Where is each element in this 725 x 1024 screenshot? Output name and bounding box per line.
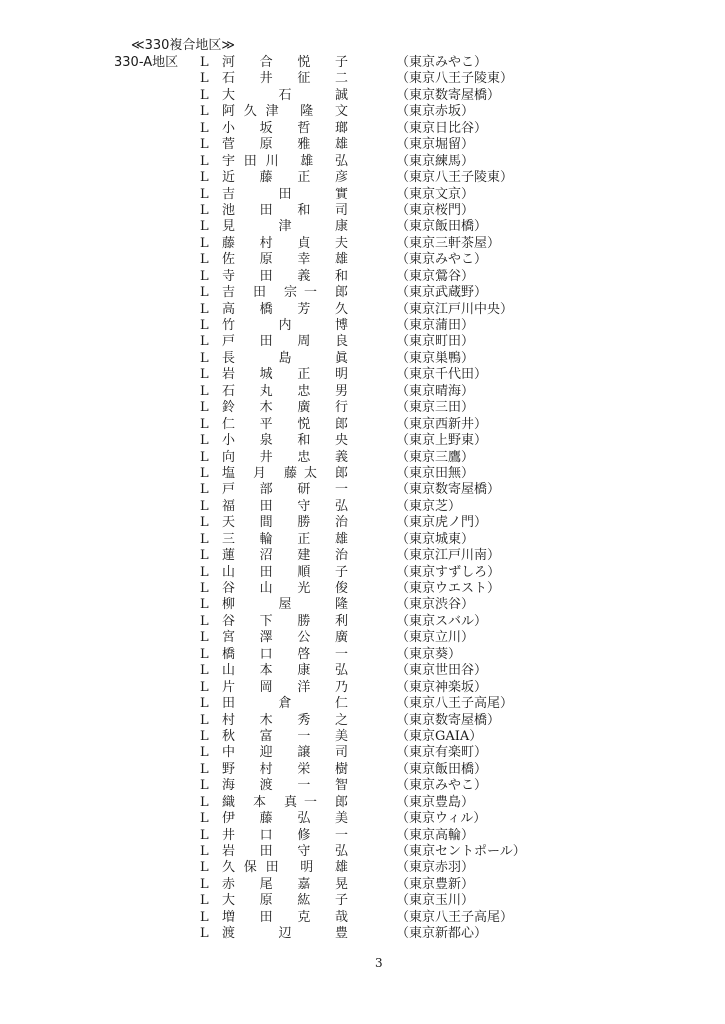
member-club: （東京GAIA） bbox=[396, 728, 483, 744]
member-row bbox=[0, 647, 725, 663]
member-row bbox=[0, 532, 725, 548]
member-row bbox=[0, 55, 725, 71]
member-row bbox=[0, 663, 725, 679]
member-prefix: L bbox=[200, 482, 209, 498]
member-row bbox=[0, 811, 725, 827]
member-club: （東京堀留） bbox=[396, 137, 475, 153]
member-row bbox=[0, 548, 725, 564]
member-prefix: L bbox=[200, 860, 209, 876]
member-prefix: L bbox=[200, 778, 209, 794]
member-club: （東京新都心） bbox=[396, 926, 488, 942]
member-name: 山 本 康 弘 bbox=[222, 663, 348, 679]
member-club: （東京田無） bbox=[396, 465, 475, 481]
member-name: 菅 原 雅 雄 bbox=[222, 137, 348, 153]
member-row bbox=[0, 877, 725, 893]
member-prefix: L bbox=[200, 564, 209, 580]
member-prefix: L bbox=[200, 844, 209, 859]
member-name: 佐 原 幸 雄 bbox=[222, 252, 348, 268]
member-prefix: L bbox=[200, 367, 209, 383]
member-name: 見 津 康 bbox=[222, 219, 348, 235]
member-name: 渡 辺 豊 bbox=[222, 926, 348, 942]
member-club: （東京晴海） bbox=[396, 383, 475, 399]
member-prefix: L bbox=[200, 663, 209, 679]
member-row bbox=[0, 745, 725, 761]
member-prefix: L bbox=[200, 285, 209, 301]
member-name: 岩 田 守 弘 bbox=[222, 844, 348, 859]
member-row bbox=[0, 137, 725, 153]
member-name: 池 田 和 司 bbox=[222, 202, 348, 218]
member-prefix: L bbox=[200, 646, 209, 662]
member-name: 久保田 明 雄 bbox=[222, 860, 348, 876]
member-prefix: L bbox=[200, 909, 209, 925]
member-name: 仁 平 悦 郎 bbox=[222, 416, 348, 432]
member-prefix: L bbox=[200, 893, 209, 909]
member-name: 石 井 征 二 bbox=[222, 71, 348, 87]
member-prefix: L bbox=[200, 400, 209, 416]
member-club: （東京みやこ） bbox=[396, 252, 488, 268]
member-name: 吉 田 宗一 郎 bbox=[222, 285, 348, 301]
member-row bbox=[0, 104, 725, 120]
member-club: （東京三軒茶屋） bbox=[396, 235, 501, 251]
member-club: （東京スバル） bbox=[396, 613, 488, 629]
member-name: 井 口 修 一 bbox=[222, 827, 348, 843]
member-name: 寺 田 義 和 bbox=[222, 268, 348, 284]
member-club: （東京虎ノ門） bbox=[396, 515, 488, 531]
member-club: （東京桜門） bbox=[396, 202, 475, 218]
member-prefix: L bbox=[200, 515, 209, 531]
member-prefix: L bbox=[200, 465, 209, 481]
member-prefix: L bbox=[200, 268, 209, 284]
member-prefix: L bbox=[200, 350, 209, 366]
member-prefix: L bbox=[200, 926, 209, 942]
member-club: （東京葵） bbox=[396, 646, 462, 662]
member-prefix: L bbox=[200, 334, 209, 350]
member-club: （東京文京） bbox=[396, 186, 475, 202]
member-name: 阿久津 隆 文 bbox=[222, 104, 348, 120]
member-club: （東京セントポール） bbox=[396, 844, 526, 859]
member-name: 石 丸 忠 男 bbox=[222, 383, 348, 399]
member-prefix: L bbox=[200, 104, 209, 120]
member-club: （東京数寄屋橋） bbox=[396, 87, 501, 103]
member-prefix: L bbox=[200, 498, 209, 514]
member-name: 鈴 木 廣 行 bbox=[222, 400, 348, 416]
member-prefix: L bbox=[200, 433, 209, 449]
member-name: 大 石 誠 bbox=[222, 87, 348, 103]
member-prefix: L bbox=[200, 449, 209, 465]
member-prefix: L bbox=[200, 597, 209, 613]
member-row bbox=[0, 630, 725, 646]
member-prefix: L bbox=[200, 761, 209, 777]
member-row bbox=[0, 203, 725, 219]
member-club: （東京三田） bbox=[396, 400, 475, 416]
district-label: 330-A地区 bbox=[114, 55, 179, 70]
member-row bbox=[0, 367, 725, 383]
member-prefix: L bbox=[200, 252, 209, 268]
member-name: 村 木 秀 之 bbox=[222, 712, 348, 728]
member-row bbox=[0, 499, 725, 515]
member-row bbox=[0, 334, 725, 350]
member-name: 谷 下 勝 利 bbox=[222, 613, 348, 629]
member-club: （東京赤羽） bbox=[396, 860, 475, 876]
member-club: （東京玉川） bbox=[396, 893, 475, 909]
member-name: 大 原 紘 子 bbox=[222, 893, 348, 909]
member-row bbox=[0, 384, 725, 400]
member-prefix: L bbox=[200, 794, 209, 810]
member-club: （東京町田） bbox=[396, 334, 475, 350]
member-row bbox=[0, 844, 725, 860]
member-club: （東京みやこ） bbox=[396, 778, 488, 794]
member-row bbox=[0, 680, 725, 696]
member-club: （東京八王子高尾） bbox=[396, 696, 514, 712]
member-row bbox=[0, 417, 725, 433]
member-club: （東京日比谷） bbox=[396, 120, 488, 136]
member-row bbox=[0, 302, 725, 318]
member-row bbox=[0, 318, 725, 334]
member-row bbox=[0, 466, 725, 482]
member-prefix: L bbox=[200, 712, 209, 728]
member-name: 宇田川 雄 弘 bbox=[222, 153, 348, 169]
member-row bbox=[0, 482, 725, 498]
member-club: （東京江戸川中央） bbox=[396, 301, 514, 317]
member-club: （東京ウエスト） bbox=[396, 581, 501, 596]
member-club: （東京立川） bbox=[396, 630, 475, 646]
member-name: 海 渡 一 智 bbox=[222, 778, 348, 794]
member-name: 織 本 真一 郎 bbox=[222, 794, 348, 810]
member-name: 塩 月 藤太 郎 bbox=[222, 465, 348, 481]
member-prefix: L bbox=[200, 120, 209, 136]
member-prefix: L bbox=[200, 71, 209, 87]
member-name: 向 井 忠 義 bbox=[222, 449, 348, 465]
member-row bbox=[0, 170, 725, 186]
member-row bbox=[0, 729, 725, 745]
member-row bbox=[0, 860, 725, 876]
member-name: 戸 田 周 良 bbox=[222, 334, 348, 350]
member-prefix: L bbox=[200, 745, 209, 761]
member-name: 小 坂 哲 瑯 bbox=[222, 120, 348, 136]
member-row bbox=[0, 351, 725, 367]
member-row bbox=[0, 433, 725, 449]
member-row bbox=[0, 795, 725, 811]
member-prefix: L bbox=[200, 811, 209, 827]
member-name: 赤 尾 嘉 晃 bbox=[222, 876, 348, 892]
member-row bbox=[0, 926, 725, 942]
member-row bbox=[0, 597, 725, 613]
member-row bbox=[0, 121, 725, 137]
member-name: 野 村 栄 樹 bbox=[222, 761, 348, 777]
member-club: （東京上野東） bbox=[396, 433, 488, 449]
member-club: （東京鶯谷） bbox=[396, 268, 475, 284]
member-row bbox=[0, 71, 725, 87]
member-club: （東京有楽町） bbox=[396, 745, 488, 761]
member-prefix: L bbox=[200, 186, 209, 202]
member-name: 藤 村 貞 夫 bbox=[222, 235, 348, 251]
member-row bbox=[0, 910, 725, 926]
member-prefix: L bbox=[200, 728, 209, 744]
member-prefix: L bbox=[200, 531, 209, 547]
member-row bbox=[0, 762, 725, 778]
member-name: 近 藤 正 彦 bbox=[222, 170, 348, 186]
member-club: （東京赤坂） bbox=[396, 104, 475, 120]
member-name: 橋 口 啓 一 bbox=[222, 646, 348, 662]
member-name: 蓮 沼 建 治 bbox=[222, 548, 348, 564]
member-row bbox=[0, 88, 725, 104]
member-club: （東京八王子高尾） bbox=[396, 909, 514, 925]
member-club: （東京練馬） bbox=[396, 153, 475, 169]
member-prefix: L bbox=[200, 55, 209, 70]
member-row bbox=[0, 285, 725, 301]
member-club: （東京豊島） bbox=[396, 794, 475, 810]
member-prefix: L bbox=[200, 383, 209, 399]
member-name: 戸 部 研 一 bbox=[222, 482, 348, 498]
member-name: 竹 内 博 bbox=[222, 318, 348, 333]
member-name: 長 島 眞 bbox=[222, 350, 348, 366]
member-name: 谷 山 光 俊 bbox=[222, 581, 348, 596]
member-name: 片 岡 洋 乃 bbox=[222, 679, 348, 695]
member-row bbox=[0, 269, 725, 285]
member-prefix: L bbox=[200, 548, 209, 564]
member-row bbox=[0, 252, 725, 268]
member-prefix: L bbox=[200, 613, 209, 629]
member-row bbox=[0, 893, 725, 909]
member-name: 岩 城 正 明 bbox=[222, 367, 348, 383]
member-club: （東京ウィル） bbox=[396, 811, 487, 827]
member-prefix: L bbox=[200, 301, 209, 317]
member-club: （東京飯田橋） bbox=[396, 219, 488, 235]
section-heading: ≪330複合地区≫ bbox=[131, 38, 236, 53]
member-name: 河 合 悦 子 bbox=[222, 55, 348, 70]
member-club: （東京神楽坂） bbox=[396, 679, 488, 695]
member-row bbox=[0, 154, 725, 170]
member-name: 小 泉 和 央 bbox=[222, 433, 348, 449]
member-club: （東京西新井） bbox=[396, 416, 488, 432]
member-club: （東京豊新） bbox=[396, 876, 475, 892]
member-club: （東京千代田） bbox=[396, 367, 488, 383]
member-prefix: L bbox=[200, 696, 209, 712]
member-row bbox=[0, 450, 725, 466]
member-prefix: L bbox=[200, 416, 209, 432]
member-club: （東京数寄屋橋） bbox=[396, 712, 501, 728]
member-name: 田 倉 仁 bbox=[222, 696, 348, 712]
member-name: 柳 屋 隆 bbox=[222, 597, 348, 613]
member-club: （東京世田谷） bbox=[396, 663, 488, 679]
member-row bbox=[0, 515, 725, 531]
member-club: （東京八王子陵東） bbox=[396, 71, 514, 87]
member-row bbox=[0, 778, 725, 794]
member-name: 天 間 勝 治 bbox=[222, 515, 348, 531]
member-name: 福 田 守 弘 bbox=[222, 498, 348, 514]
member-roster bbox=[0, 55, 725, 943]
member-club: （東京八王子陵東） bbox=[396, 170, 514, 186]
member-row bbox=[0, 696, 725, 712]
member-club: （東京芝） bbox=[396, 498, 462, 514]
member-name: 山 田 順 子 bbox=[222, 564, 348, 580]
member-row bbox=[0, 400, 725, 416]
member-prefix: L bbox=[200, 219, 209, 235]
member-club: （東京みやこ） bbox=[396, 55, 488, 70]
member-prefix: L bbox=[200, 153, 209, 169]
member-name: 吉 田 實 bbox=[222, 186, 348, 202]
member-row bbox=[0, 828, 725, 844]
member-club: （東京飯田橋） bbox=[396, 761, 488, 777]
member-prefix: L bbox=[200, 876, 209, 892]
member-row bbox=[0, 713, 725, 729]
member-club: （東京巣鴨） bbox=[396, 350, 475, 366]
member-name: 宮 澤 公 廣 bbox=[222, 630, 348, 646]
member-prefix: L bbox=[200, 318, 209, 333]
member-row bbox=[0, 219, 725, 235]
member-prefix: L bbox=[200, 87, 209, 103]
member-prefix: L bbox=[200, 679, 209, 695]
member-name: 増 田 克 哉 bbox=[222, 909, 348, 925]
member-prefix: L bbox=[200, 827, 209, 843]
page-number: 3 bbox=[375, 956, 383, 970]
member-name: 高 橋 芳 久 bbox=[222, 301, 348, 317]
member-club: （東京城東） bbox=[396, 531, 475, 547]
member-prefix: L bbox=[200, 630, 209, 646]
member-prefix: L bbox=[200, 170, 209, 186]
member-prefix: L bbox=[200, 137, 209, 153]
member-club: （東京蒲田） bbox=[396, 318, 475, 333]
member-club: （東京高輪） bbox=[396, 827, 475, 843]
member-prefix: L bbox=[200, 581, 209, 596]
member-name: 三 輪 正 雄 bbox=[222, 531, 348, 547]
member-club: （東京江戸川南） bbox=[396, 548, 501, 564]
member-club: （東京武蔵野） bbox=[396, 285, 488, 301]
member-name: 中 迎 譲 司 bbox=[222, 745, 348, 761]
member-prefix: L bbox=[200, 235, 209, 251]
member-row bbox=[0, 581, 725, 597]
member-club: （東京渋谷） bbox=[396, 597, 475, 613]
member-name: 秋 富 一 美 bbox=[222, 728, 348, 744]
member-row bbox=[0, 187, 725, 203]
member-row bbox=[0, 565, 725, 581]
member-club: （東京三鷹） bbox=[396, 449, 475, 465]
member-row bbox=[0, 614, 725, 630]
member-row bbox=[0, 236, 725, 252]
member-club: （東京数寄屋橋） bbox=[396, 482, 501, 498]
member-prefix: L bbox=[200, 202, 209, 218]
member-name: 伊 藤 弘 美 bbox=[222, 811, 348, 827]
member-club: （東京すずしろ） bbox=[396, 564, 501, 580]
